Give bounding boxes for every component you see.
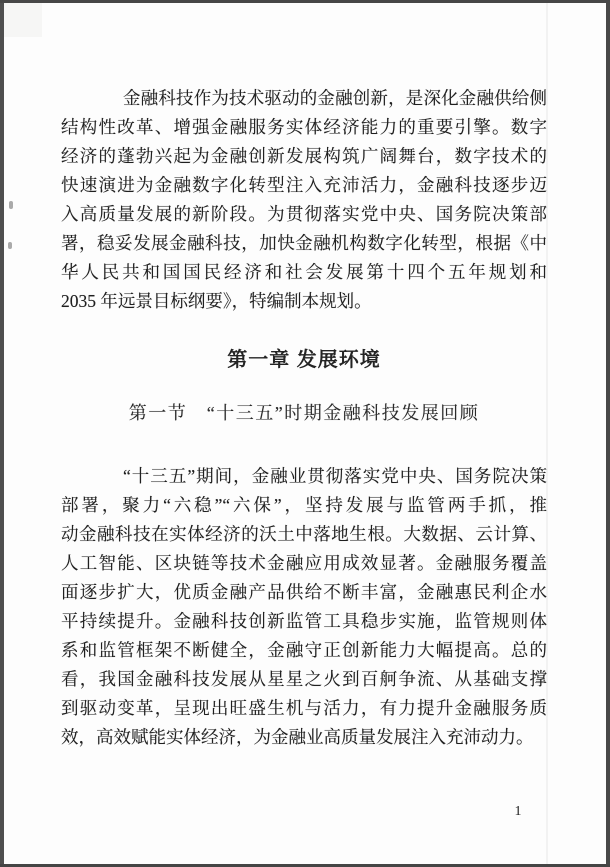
page-number: 1 (514, 804, 522, 819)
scan-edge-left (0, 0, 4, 867)
text-line: 金融科技作为技术驱动的金融创新，是深化金融供给侧 (123, 88, 547, 108)
paragraph-intro (61, 84, 547, 316)
text-line: 华人民共和国国民经济和社会发展第十四个五年规划和 (61, 262, 547, 282)
scan-edge-right (606, 0, 610, 867)
text-line: 看，我国金融科技发展从星星之火到百舸争流、从基础支撑 (61, 669, 547, 689)
text-line: “十三五”期间，金融业贯彻落实党中央、国务院决策 (123, 466, 547, 486)
scan-smudge-topleft (4, 3, 42, 37)
chapter-heading: 第一章 发展环境 (227, 349, 381, 371)
text-line: 2035 年远景目标纲要》，特编制本规划。 (61, 291, 372, 311)
text-line: 到驱动变革，呈现出旺盛生机与活力，有力提升金融服务质 (61, 698, 547, 718)
text-line: 入高质量发展的新阶段。为贯彻落实党中央、国务院决策部 (61, 204, 547, 224)
text-line: 平持续提升。金融科技创新监管工具稳步实施，监管规则体 (61, 611, 547, 631)
text-line: 效，高效赋能实体经济，为金融业高质量发展注入充沛动力。 (61, 727, 534, 747)
paragraph-review (61, 462, 547, 752)
text-line: 面逐步扩大，优质金融产品供给不断丰富，金融惠民利企水 (61, 582, 547, 602)
text-line: 系和监管框架不断健全，金融守正创新能力大幅提高。总的 (61, 640, 547, 660)
text-line: 署，稳妥发展金融科技，加快金融机构数字化转型，根据《中 (61, 233, 547, 253)
text-line: 快速演进为金融数字化转型注入充沛活力，金融科技逐步迈 (61, 175, 547, 195)
text-line: 经济的蓬勃兴起为金融创新发展构筑广阔舞台，数字技术的 (61, 146, 547, 166)
text-line: 人工智能、区块链等技术金融应用成效显著。金融服务覆盖 (61, 553, 547, 573)
scan-edge-top (0, 0, 610, 3)
scan-speck (8, 242, 12, 249)
text-line: 部署，聚力“六稳”“六保”，坚持发展与监管两手抓，推 (61, 495, 547, 515)
section-heading: 第一节 “十三五”时期金融科技发展回顾 (128, 403, 480, 423)
text-line: 动金融科技在实体经济的沃土中落地生根。大数据、云计算、 (61, 524, 547, 544)
text-line: 结构性改革、增强金融服务实体经济能力的重要引擎。数字 (61, 117, 547, 137)
scan-speck (9, 201, 13, 209)
